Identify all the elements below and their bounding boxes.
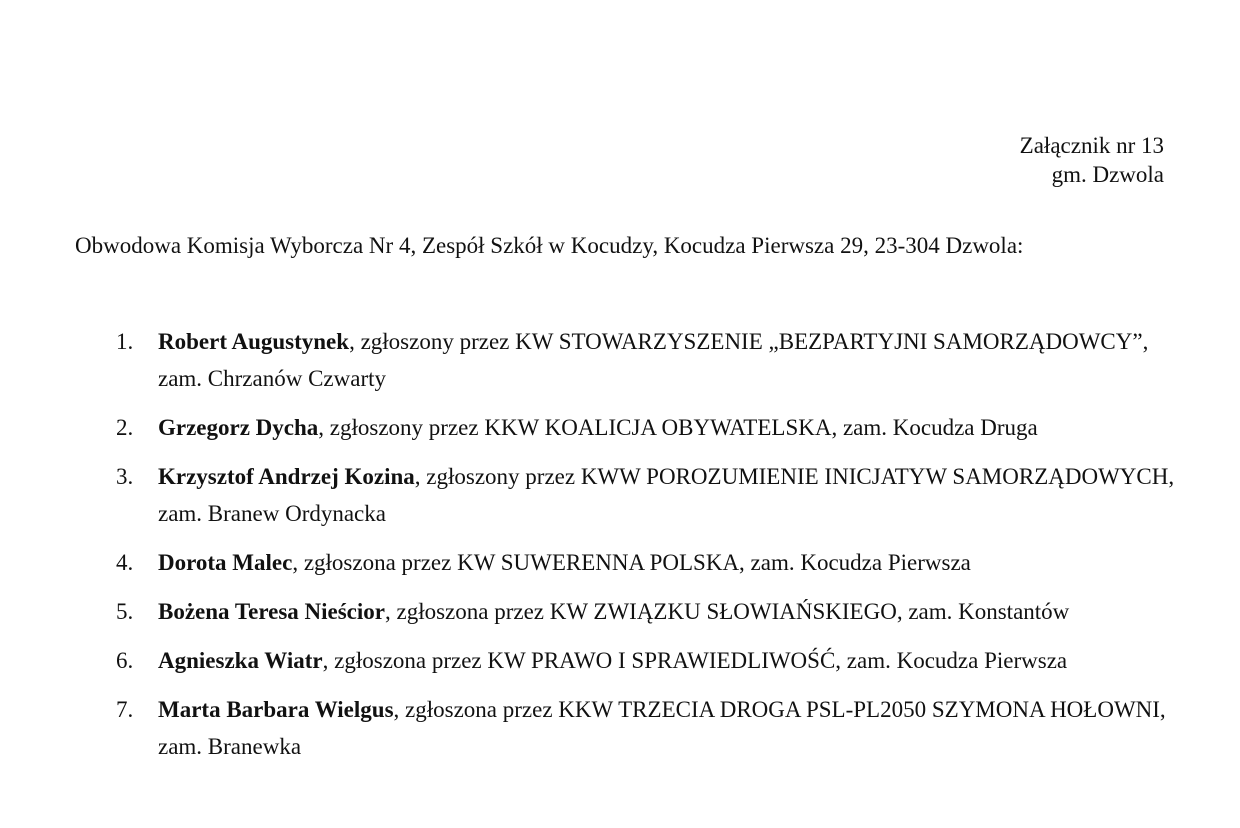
item-number: 6. [116, 648, 134, 673]
member-name: Grzegorz Dycha [158, 415, 319, 440]
member-details: , zgłoszona przez KW ZWIĄZKU SŁOWIAŃSKIEGO, zam. Konstantów [385, 599, 1070, 624]
member-details: , zgłoszona przez KKW TRZECIA DROGA PSL-PL2050 SZYMONA HOŁOWNI, zam. Branewka [158, 697, 1166, 759]
member-name: Marta Barbara Wielgus [158, 697, 394, 722]
member-name: Dorota Malec [158, 550, 293, 575]
list-item [116, 323, 1176, 397]
list-item [116, 593, 1176, 630]
commission-intro: Obwodowa Komisja Wyborcza Nr 4, Zespół Szkół w Kocudzy, Kocudza Pierwsza 29, 23-304 Dzwola: [75, 233, 1024, 258]
list-item [116, 409, 1176, 446]
attachment-header [1020, 131, 1164, 189]
item-number: 5. [116, 599, 134, 624]
members-list [116, 323, 1176, 777]
list-item [116, 544, 1176, 581]
item-number: 3. [116, 464, 134, 489]
attachment-number: Załącznik nr 13 [1019, 133, 1164, 158]
list-item [116, 642, 1176, 679]
list-item [116, 691, 1176, 765]
item-number: 4. [116, 550, 134, 575]
member-details: , zgłoszona przez KW SUWERENNA POLSKA, zam. Kocudza Pierwsza [292, 550, 971, 575]
item-number: 2. [116, 415, 134, 440]
list-item [116, 458, 1176, 532]
municipality-label: gm. Dzwola [1051, 162, 1164, 187]
member-name: Krzysztof Andrzej Kozina [158, 464, 415, 489]
member-details: , zgłoszony przez KWW POROZUMIENIE INICJATYW SAMORZĄDOWYCH, zam. Branew Ordynacka [158, 464, 1175, 526]
member-name: Agnieszka Wiatr [158, 648, 323, 673]
member-details: , zgłoszony przez KW STOWARZYSZENIE „BEZPARTYJNI SAMORZĄDOWCY”, zam. Chrzanów Czwarty [158, 329, 1149, 391]
member-details: , zgłoszony przez KKW KOALICJA OBYWATELSKA, zam. Kocudza Druga [318, 415, 1038, 440]
member-name: Robert Augustynek [158, 329, 350, 354]
member-details: , zgłoszona przez KW PRAWO I SPRAWIEDLIWOŚĆ, zam. Kocudza Pierwsza [322, 648, 1068, 673]
item-number: 7. [116, 697, 134, 722]
member-name: Bożena Teresa Nieścior [158, 599, 385, 624]
item-number: 1. [116, 329, 134, 354]
